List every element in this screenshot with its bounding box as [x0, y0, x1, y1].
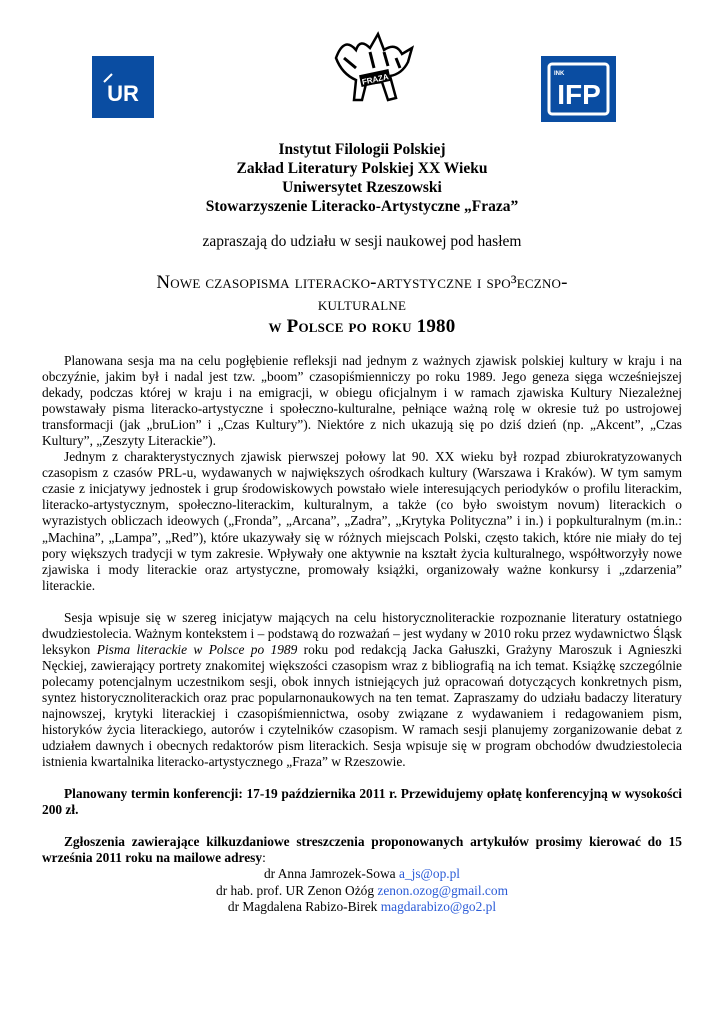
lexicon-title: Pisma literackie w Polsce po 1989	[96, 641, 298, 657]
contact-item	[42, 866, 682, 883]
title-line-2: kulturalne	[317, 294, 407, 315]
header-line-institute: Instytut Filologii Polskiej	[278, 141, 446, 158]
contact-email-link[interactable]: a_js@op.pl	[398, 866, 461, 882]
contact-email-link[interactable]: magdarabizo@go2.pl	[380, 899, 497, 915]
contact-name: dr hab. prof. UR Zenon Ożóg	[216, 882, 375, 898]
contact-item	[42, 899, 682, 916]
contact-name: dr Anna Jamrozek-Sowa	[263, 866, 396, 882]
ur-logo-text: UR	[107, 81, 139, 106]
header-line-association: Stowarzyszenie Literacko-Artystyczne „Fraza”	[205, 198, 519, 215]
contact-name: dr Magdalena Rabizo-Birek	[227, 899, 378, 915]
institution-header	[0, 140, 724, 216]
paragraph-dates-fee: Planowany termin konferencji: 17-19 października 2011 r. Przewidujemy opłatę konferencyjną w wysokości 200 zł.	[42, 786, 682, 818]
contact-email-link[interactable]: zenon.ozog@gmail.com	[377, 882, 508, 898]
submissions-colon: :	[262, 850, 266, 866]
contact-item	[42, 883, 682, 900]
submissions-text: Zgłoszenia zawierające kilkuzdaniowe streszczenia proponowanych artykułów prosimy kierować do 15 września 2011 roku na mailowe adresy	[42, 834, 682, 866]
contact-list	[42, 866, 682, 916]
paragraph-session-part-1: Sesja wpisuje się w szereg inicjatyw mających na celu historycznoliterackie rozpoznanie literatury ostatniego dwudziestolecia. Ważnym kontekstem i – podstawą do rozważań – jest wydany w 2010 roku przez wydawnictwo Śląsk leksykon	[42, 609, 682, 657]
title-line-1: Nowe czasopisma literacko-artystyczne i spo³eczno-	[156, 272, 568, 293]
invitation-line: zapraszają do udziału w sesji naukowej pod hasłem	[202, 233, 522, 250]
ifp-logo	[541, 56, 616, 122]
header-line-department: Zakład Literatury Polskiej XX Wieku	[236, 160, 488, 177]
ifp-logo-small-text: INK	[554, 71, 565, 77]
title-line-3: w Polsce po roku 1980	[268, 316, 456, 337]
paragraph-intro: Planowana sesja ma na celu pogłębienie refleksji nad jednym z ważnych zjawisk polskiej kultury w kraju i na obczyźnie, jakim był i nadal jest tzw. „boom” czasopiśmienniczy po roku 1989. Jego geneza sięga wcześniejszej dekady, podczas której w kraju i na emigracji, w obiegu oficjalnym i w ramach zjawiska Kultury Niezależnej powstawały pisma literacko-artystyczne i społeczno-kulturalne, pełniące ważną rolę w okresie tuż po ustrojowej transformacji (jak „bruLion” i „Czas Kultury”). Niektóre z nich ukazują się po dziś dzień (np. „Akcent”, „Czas Kultury”, „Zeszyty Literackie”).	[42, 353, 682, 449]
paragraph-session	[42, 610, 682, 770]
ur-logo	[92, 56, 154, 118]
ifp-logo-text: IFP	[557, 79, 601, 110]
document-body	[42, 353, 682, 916]
paragraph-nineties: Jednym z charakterystycznych zjawisk pierwszej połowy lat 90. XX wieku był rozpad zbiurokratyzowanych czasopism z czasów PRL-u, wydawanych w największych ośrodkach kultury (Warszawa i Kraków). W tym samym czasie z inicjatywy jednostek i grup środowiskowych powstało wiele interesujących periodyków o profilu literackim, literacko-artystycznym, społeczno-literackim, kulturalnym, a także (co było swoistym novum) literackich o wyrazistych obliczach ideowych („Fronda”, „Arcana”, „Zadra”, „Krytyka Polityczna” i in.) i popkulturalnym (m.in.: „Machina”, „Lampa”, „Red”), które ukazywały się w różnych miejscach Polski, często takich, które nie miały do tej pory większych tradycji w tym zakresie. Wpływały one aktywnie na kształt życia kulturalnego, współtworzyły nowe zjawiska i mody literackie oraz artystyczne, promowały książki, organizowały ważne konkursy i „zdarzenia” literackie.	[42, 449, 682, 593]
header-line-university: Uniwersytet Rzeszowski	[282, 179, 442, 196]
fraza-logo	[326, 28, 422, 112]
paragraph-submissions	[42, 834, 682, 866]
paragraph-session-part-2: roku pod redakcją Jacka Gałuszki, Grażyny Maroszuk i Agnieszki Nęckiej, zawierający portrety znakomitej większości czasopism wraz z bibliografią na ich temat. Książkę szczególnie polecamy potencjalnym uczestnikom sesji, obok innych istniejących już opracowań dotyczących konkretnych pism, syntez historycznoliterackich oraz prac popularnonaukowych na ten temat. Zapraszamy do udziału badaczy literatury najnowszej, krytyki literackiej i czasopiśmiennictwa, osoby związane z wydawaniem i redagowaniem pism, historyków życia literackiego, autorów i czytelników czasopism. W ramach sesji planujemy zorganizowanie debat z udziałem dawnych i obecnych redaktorów pism literackich. Sesja wpisuje się w program obchodów dwudziestolecia istnienia kwartalnika literacko-artystycznego „Fraza” w Rzeszowie.	[42, 641, 682, 770]
fraza-logo-text: FRAZA	[361, 72, 390, 87]
session-title	[80, 272, 644, 338]
